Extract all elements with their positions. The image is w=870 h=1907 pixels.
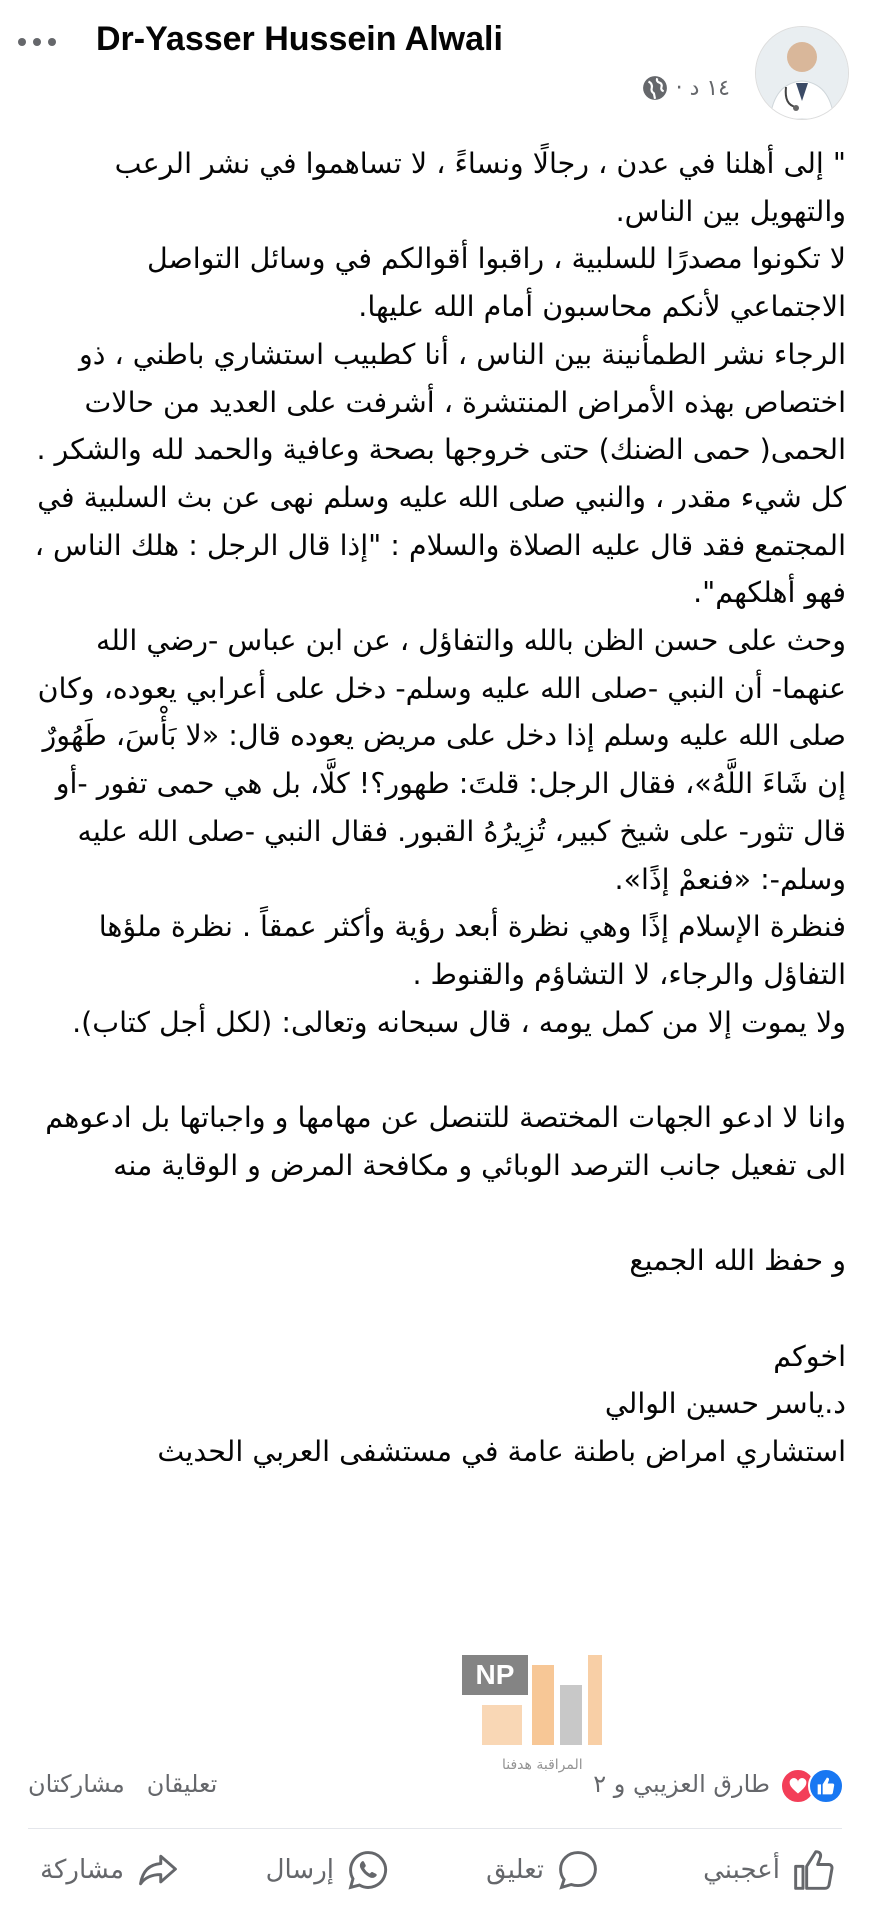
more-options-button[interactable] xyxy=(18,22,74,62)
shares-count[interactable]: مشاركتان xyxy=(28,1770,125,1798)
post-time[interactable]: ١٤ د · xyxy=(675,75,730,101)
post-meta xyxy=(642,75,730,101)
more-dot-icon xyxy=(33,38,41,46)
share-icon xyxy=(136,1848,180,1892)
send-label: إرسال xyxy=(265,1855,334,1885)
like-button[interactable] xyxy=(703,1844,836,1896)
action-bar xyxy=(0,1836,870,1907)
comment-button[interactable] xyxy=(486,1844,600,1896)
thumbs-up-icon xyxy=(792,1848,836,1892)
share-label: مشاركة xyxy=(40,1855,124,1885)
post-header xyxy=(0,0,870,120)
reactions-summary[interactable] xyxy=(0,1760,870,1816)
reaction-icons[interactable] xyxy=(780,1768,844,1804)
divider xyxy=(28,1828,842,1829)
watermark-caption: المراقبة هدفنا xyxy=(502,1757,583,1773)
engagement-counts xyxy=(28,1770,217,1798)
share-button[interactable] xyxy=(40,1844,180,1896)
send-button[interactable] xyxy=(266,1844,390,1896)
watermark-np: NP xyxy=(462,1655,528,1695)
whatsapp-icon xyxy=(346,1848,390,1892)
comments-count[interactable]: تعليقان xyxy=(146,1770,218,1798)
more-dot-icon xyxy=(48,38,56,46)
like-reaction-icon xyxy=(808,1768,844,1804)
post-text: " إلى أهلنا في عدن ، رجالًا ونساءً ، لا تساهموا في نشر الرعب والتهويل بين الناس. لا تكونوا مصدرًا للسلبية ، راقبوا أقوالكم في وسائل التواصل الاجتماعي لأنكم محاسبون أمام الله عليها. الرجاء نشر الطمأنينة بين الناس ، أنا كطبيب استشاري باطني ، ذو اختصاص بهذه الأمراض المنتشرة ، أشرفت على العديد من حالات الحمى( حمى الضنك) حتى خروجها بصحة وعافية والحمد لله والشكر . كل شيء مقدر ، والنبي صلى الله عليه وسلم نهى عن بث السلبية في المجتمع فقد قال عليه الصلاة والسلام : "إذا قال الرجل : هلك الناس ، فهو أهلكهم". وحث على حسن الظن بالله والتفاؤل ، عن ابن عباس -رضي الله عنهما- أن النبي -صلى الله عليه وسلم- دخل على أعرابي يعوده، وكان صلى الله عليه وسلم إذا دخل على مريض يعوده قال: «لا بَأْسَ، طَهُورٌ إن شَاءَ اللَّهُ»، فقال الرجل: قلتَ: طهور؟! كلَّا، بل هي حمى تفور -أو قال تثور- على شيخ كبير، تُزِيرُهُ القبور. فقال النبي -صلى الله عليه وسلم-: «فنعمْ إذًا». فنظرة الإسلام إذًا وهي نظرة أبعد رؤية وأكثر عمقاً . نظرة ملؤها التفاؤل والرجاء، لا التشاؤم والقنوط . ولا يموت إلا من كمل يومه ، قال سبحانه وتعالى: (لكل أجل كتاب). وانا لا ادعو الجهات المختصة للتنصل عن مهامها و واجباتها بل ادعوهم الى تفعيل جانب الترصد الوبائي و مكافحة المرض و الوقاية منه و حفظ الله الجميع اخوكم د.ياسر حسين الوالي استشاري امراض باطنة عامة في مستشفى العربي الحديث xyxy=(34,147,846,1468)
comment-label: تعليق xyxy=(486,1855,544,1885)
author-name[interactable]: Dr-Yasser Hussein Alwali xyxy=(96,20,503,58)
comment-icon xyxy=(556,1848,600,1892)
reaction-names[interactable]: طارق العزيبي و ٢ xyxy=(593,1770,770,1798)
more-dot-icon xyxy=(18,38,26,46)
globe-icon xyxy=(642,75,668,101)
like-label: أعجبني xyxy=(703,1855,780,1885)
avatar[interactable] xyxy=(755,26,849,120)
